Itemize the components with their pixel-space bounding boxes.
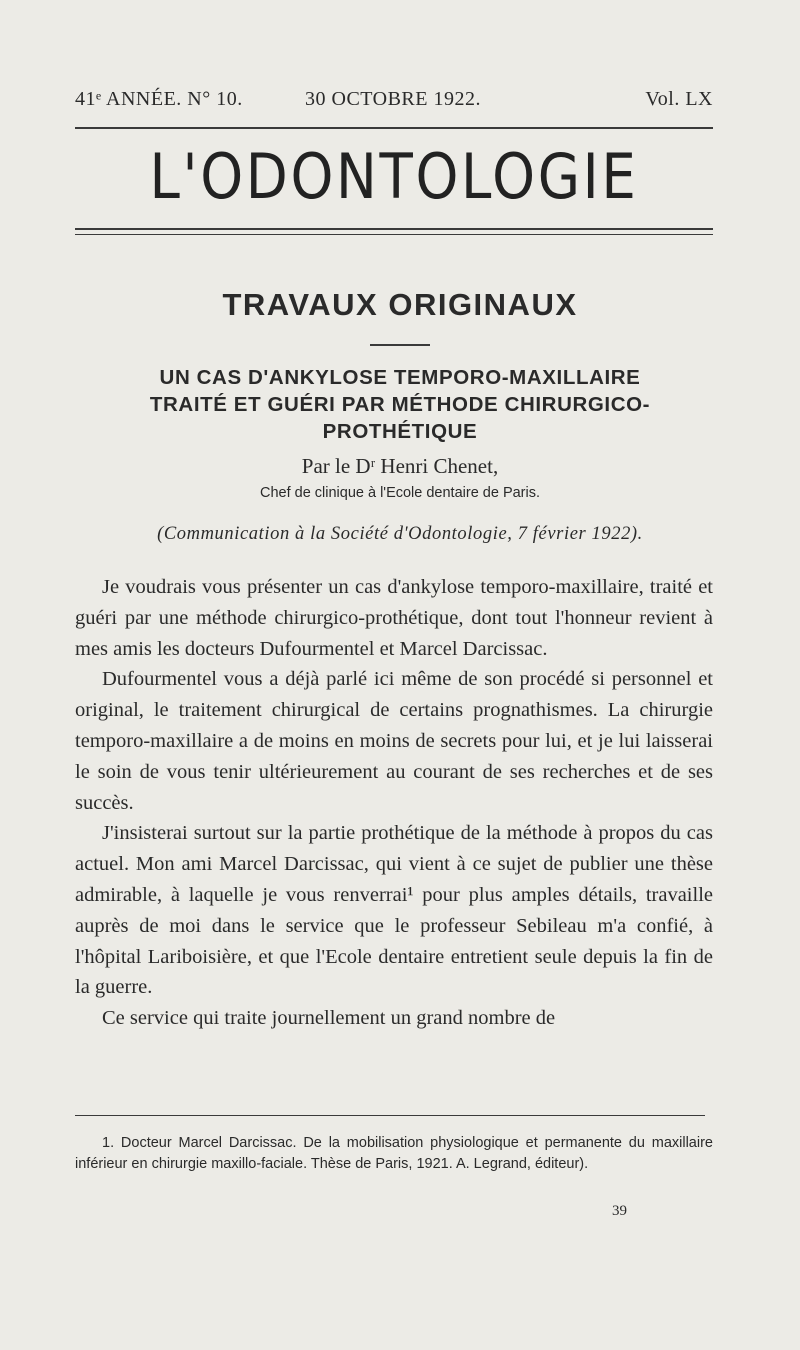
article-title-line-2: TRAITÉ ET GUÉRI PAR MÉTHODE CHIRURGICO- xyxy=(149,393,651,416)
author-affiliation: Chef de clinique à l'Ecole dentaire de Paris. xyxy=(259,485,541,501)
section-divider xyxy=(370,344,430,346)
section-title: TRAVAUX ORIGINAUX xyxy=(222,287,578,322)
article-title-line-1: UN CAS D'ANKYLOSE TEMPORO-MAXILLAIRE xyxy=(159,366,641,389)
footnote-rule xyxy=(75,1115,705,1116)
issue-date: 30 OCTOBRE 1922. xyxy=(305,88,481,110)
footnote: 1. Docteur Marcel Darcissac. De la mobilisation physiologique et permanente du maxillaire inférieur en chirurgie maxillo-faciale. Thèse de Paris, 1921. A. Legrand, éditeur). xyxy=(75,1135,713,1172)
paragraph: Je voudrais vous présenter un cas d'ankylose temporo-maxillaire, traité et guéri par une méthode chirurgico-prothétique, dont tout l'honneur revient à mes amis les docteurs Dufourmentel et Marcel Darcissac. xyxy=(75,576,713,660)
journal-title: L'ODONTOLOGIE xyxy=(149,140,639,213)
paragraph: J'insisterai surtout sur la partie prothétique de la méthode à propos du cas actuel. Mon ami Marcel Darcissac, qui vient à ce sujet de publier une thèse admirable, à laquelle je vous renverrai¹ pour plus amples détails, travaille auprès de moi dans le service que le professeur Sebileau m'a confié, à l'hôpital Lariboisière, et que l'Ecole dentaire entretient seule depuis la fin de la guerre. xyxy=(75,822,713,999)
issue-number: 41ᵉ ANNÉE. N° 10. xyxy=(75,88,243,110)
article-body xyxy=(75,572,713,1034)
header-rule xyxy=(75,127,713,129)
paragraph: Dufourmentel vous a déjà parlé ici même de son procédé si personnel et original, le traitement chirurgical de certains prognathismes. La chirurgie temporo-maxillaire a de moins en moins de secrets pour lui, et je lui laisserai le soin de vous tenir ultérieurement au courant de ses recherches et de ses succès. xyxy=(75,668,713,814)
volume-number: Vol. LX xyxy=(645,88,713,110)
article-title-line-3: PROTHÉTIQUE xyxy=(322,420,478,443)
author-byline: Par le Dʳ Henri Chenet, xyxy=(301,454,499,478)
paragraph: Ce service qui traite journellement un grand nombre de xyxy=(102,1007,556,1030)
masthead-rule-thin xyxy=(75,234,713,235)
communication-note: (Communication à la Société d'Odontologie, 7 février 1922). xyxy=(157,524,643,544)
page-number: 39 xyxy=(612,1203,627,1219)
running-header xyxy=(75,88,713,120)
article-title xyxy=(75,364,725,445)
masthead-rule-thick xyxy=(75,228,713,230)
